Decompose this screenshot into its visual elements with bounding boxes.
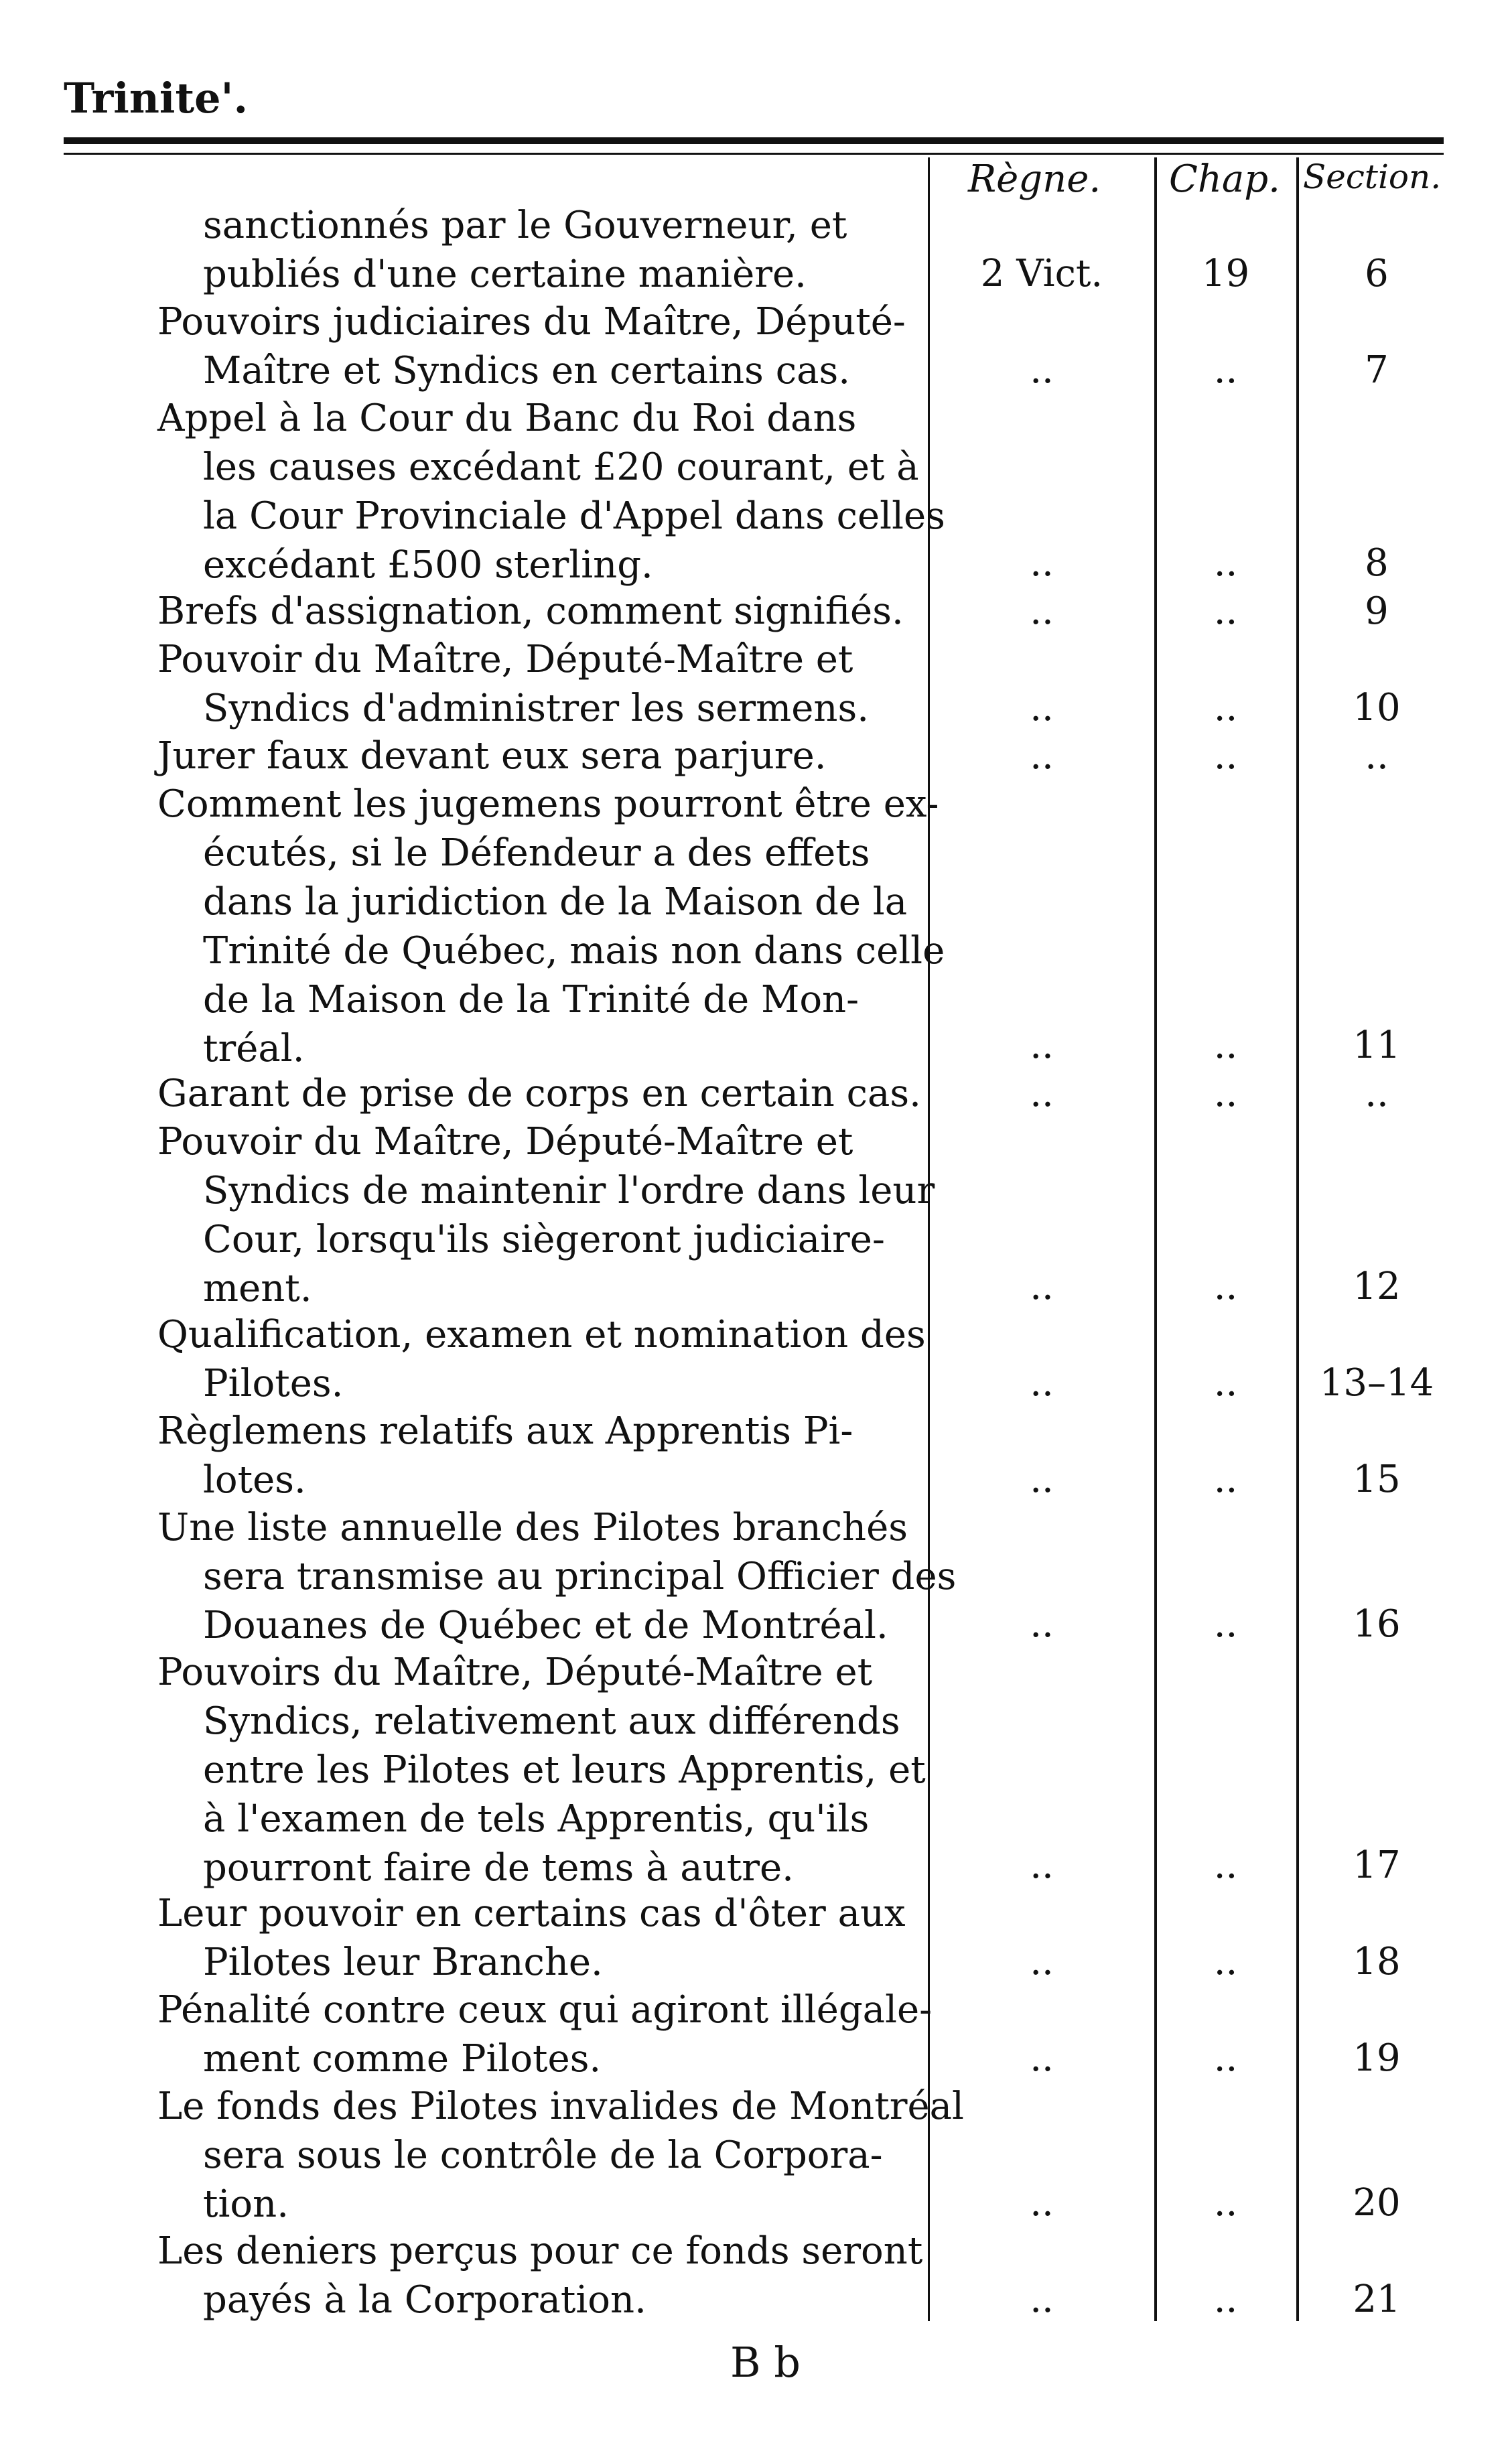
entry-line: Pénalité contre ceux qui agiront illégale- [157, 1988, 933, 2032]
entry-section: 10 [1353, 686, 1401, 729]
entry-chap: .. [1213, 1602, 1238, 1646]
entry-regne: .. [1030, 686, 1054, 729]
entry-line: ment comme Pilotes. [203, 2037, 602, 2081]
header-rule-thick [64, 137, 1444, 144]
entry-line: les causes excédant £20 courant, et à [203, 445, 919, 489]
entry-regne: .. [1030, 2278, 1054, 2321]
entry-regne: .. [1030, 1458, 1054, 1501]
entry-line: Comment les jugemens pourront être ex- [157, 782, 939, 826]
entry-chap: .. [1213, 2036, 1238, 2080]
entry-section: 17 [1353, 1843, 1401, 1887]
entry-line: à l'examen de tels Apprentis, qu'ils [203, 1797, 870, 1841]
entry-line: publiés d'une certaine manière. [203, 253, 807, 296]
entry-section: 9 [1365, 589, 1389, 633]
entry-section: .. [1365, 734, 1389, 778]
entry-section: 15 [1353, 1458, 1401, 1501]
entry-chap: .. [1213, 2181, 1238, 2225]
entry-line: Pouvoir du Maître, Député-Maître et [157, 1120, 853, 1164]
entry-chap: .. [1213, 1940, 1238, 1983]
entry-line: sera transmise au principal Officier des [203, 1555, 957, 1598]
entry-line: lotes. [203, 1458, 306, 1502]
entry-line: payés à la Corporation. [203, 2278, 646, 2322]
entry-regne: .. [1030, 1843, 1054, 1887]
entry-section: 13–14 [1319, 1361, 1434, 1405]
entry-section: 20 [1353, 2181, 1401, 2225]
entry-chap: .. [1213, 589, 1238, 633]
entry-line: écutés, si le Défendeur a des effets [203, 831, 870, 875]
entry-regne: .. [1030, 1024, 1054, 1067]
entry-regne: .. [1030, 541, 1054, 585]
entry-line: sanctionnés par le Gouverneur, et [203, 204, 847, 247]
entry-regne: .. [1030, 348, 1054, 392]
entry-regne: .. [1030, 1602, 1054, 1646]
entry-regne: .. [1030, 1361, 1054, 1405]
entry-regne: .. [1030, 1265, 1054, 1308]
entry-chap: .. [1213, 1361, 1238, 1405]
entry-line: Le fonds des Pilotes invalides de Montréal [157, 2085, 964, 2128]
entry-chap: .. [1213, 2278, 1238, 2321]
entry-line: tion. [203, 2182, 289, 2226]
entry-chap: .. [1213, 348, 1238, 392]
entry-line: Maître et Syndics en certains cas. [203, 349, 850, 393]
entry-section: 19 [1353, 2036, 1401, 2080]
entry-section: 8 [1365, 541, 1389, 585]
entry-section: 21 [1353, 2278, 1401, 2321]
entry-line: excédant £500 sterling. [203, 543, 653, 587]
entry-line: Appel à la Cour du Banc du Roi dans [157, 397, 857, 440]
entry-line: Règlemens relatifs aux Apprentis Pi- [157, 1409, 853, 1453]
entry-line: tréal. [203, 1027, 305, 1070]
entry-line: pourront faire de tems à autre. [203, 1846, 794, 1890]
entry-line: Pouvoirs judiciaires du Maître, Député- [157, 300, 906, 344]
entry-line: Pouvoir du Maître, Député-Maître et [157, 638, 853, 681]
entry-line: Syndics de maintenir l'ordre dans leur [203, 1169, 935, 1212]
entry-chap: .. [1213, 541, 1238, 585]
entry-line: Pilotes leur Branche. [203, 1941, 603, 1984]
entry-regne: .. [1030, 1940, 1054, 1983]
entry-chap: .. [1213, 1024, 1238, 1067]
entry-line: sera sous le contrôle de la Corpora- [203, 2134, 883, 2177]
entry-chap: .. [1213, 686, 1238, 729]
entry-regne: .. [1030, 1072, 1054, 1115]
header-rule-thin [64, 153, 1444, 155]
entry-line: Trinité de Québec, mais non dans celle [203, 929, 945, 973]
entry-chap: .. [1213, 734, 1238, 778]
column-divider-right [1296, 157, 1299, 2321]
entry-section: 7 [1365, 348, 1389, 392]
column-header-section: Section. [1303, 157, 1442, 196]
entry-line: Douanes de Québec et de Montréal. [203, 1604, 888, 1647]
entry-line: Pilotes. [203, 1362, 344, 1405]
entry-chap: .. [1213, 1843, 1238, 1887]
signature-mark: B b [730, 2338, 801, 2387]
entry-regne: .. [1030, 734, 1054, 778]
entry-section: .. [1365, 1072, 1389, 1115]
entry-line: Pouvoirs du Maître, Député-Maître et [157, 1651, 873, 1694]
entry-line: dans la juridiction de la Maison de la [203, 880, 908, 924]
entry-line: Jurer faux devant eux sera parjure. [157, 734, 827, 778]
entry-section: 11 [1353, 1024, 1401, 1067]
running-header: Trinite'. [64, 74, 249, 123]
entry-line: Qualification, examen et nomination des [157, 1313, 926, 1356]
entry-line: Syndics, relativement aux différends [203, 1699, 900, 1743]
entry-chap: .. [1213, 1458, 1238, 1501]
column-divider-middle [1154, 157, 1157, 2321]
entry-section: 12 [1353, 1265, 1401, 1308]
entry-line: ment. [203, 1267, 312, 1310]
entry-line: entre les Pilotes et leurs Apprentis, et [203, 1748, 926, 1792]
entry-regne: .. [1030, 2181, 1054, 2225]
entry-chap: .. [1213, 1265, 1238, 1308]
entry-regne: .. [1030, 2036, 1054, 2080]
entry-line: Cour, lorsqu'ils siègeront judiciaire- [203, 1218, 885, 1261]
entry-line: Une liste annuelle des Pilotes branchés [157, 1506, 908, 1549]
column-header-chap: Chap. [1169, 157, 1280, 201]
entry-line: Leur pouvoir en certains cas d'ôter aux [157, 1892, 906, 1935]
entry-line: Syndics d'administrer les sermens. [203, 687, 869, 730]
entry-line: la Cour Provinciale d'Appel dans celles [203, 494, 945, 538]
entry-line: de la Maison de la Trinité de Mon- [203, 978, 860, 1022]
entry-regne: .. [1030, 589, 1054, 633]
entry-chap: .. [1213, 1072, 1238, 1115]
column-header-regne: Règne. [968, 157, 1101, 201]
entry-section: 6 [1365, 252, 1389, 295]
entry-regne: 2 Vict. [980, 252, 1103, 295]
entry-chap: 19 [1201, 252, 1250, 295]
entry-line: Garant de prise de corps en certain cas. [157, 1072, 921, 1115]
entry-line: Les deniers perçus pour ce fonds seront [157, 2229, 923, 2273]
entry-section: 16 [1353, 1602, 1401, 1646]
entry-section: 18 [1353, 1940, 1401, 1983]
entry-line: Brefs d'assignation, comment signifiés. [157, 589, 904, 633]
